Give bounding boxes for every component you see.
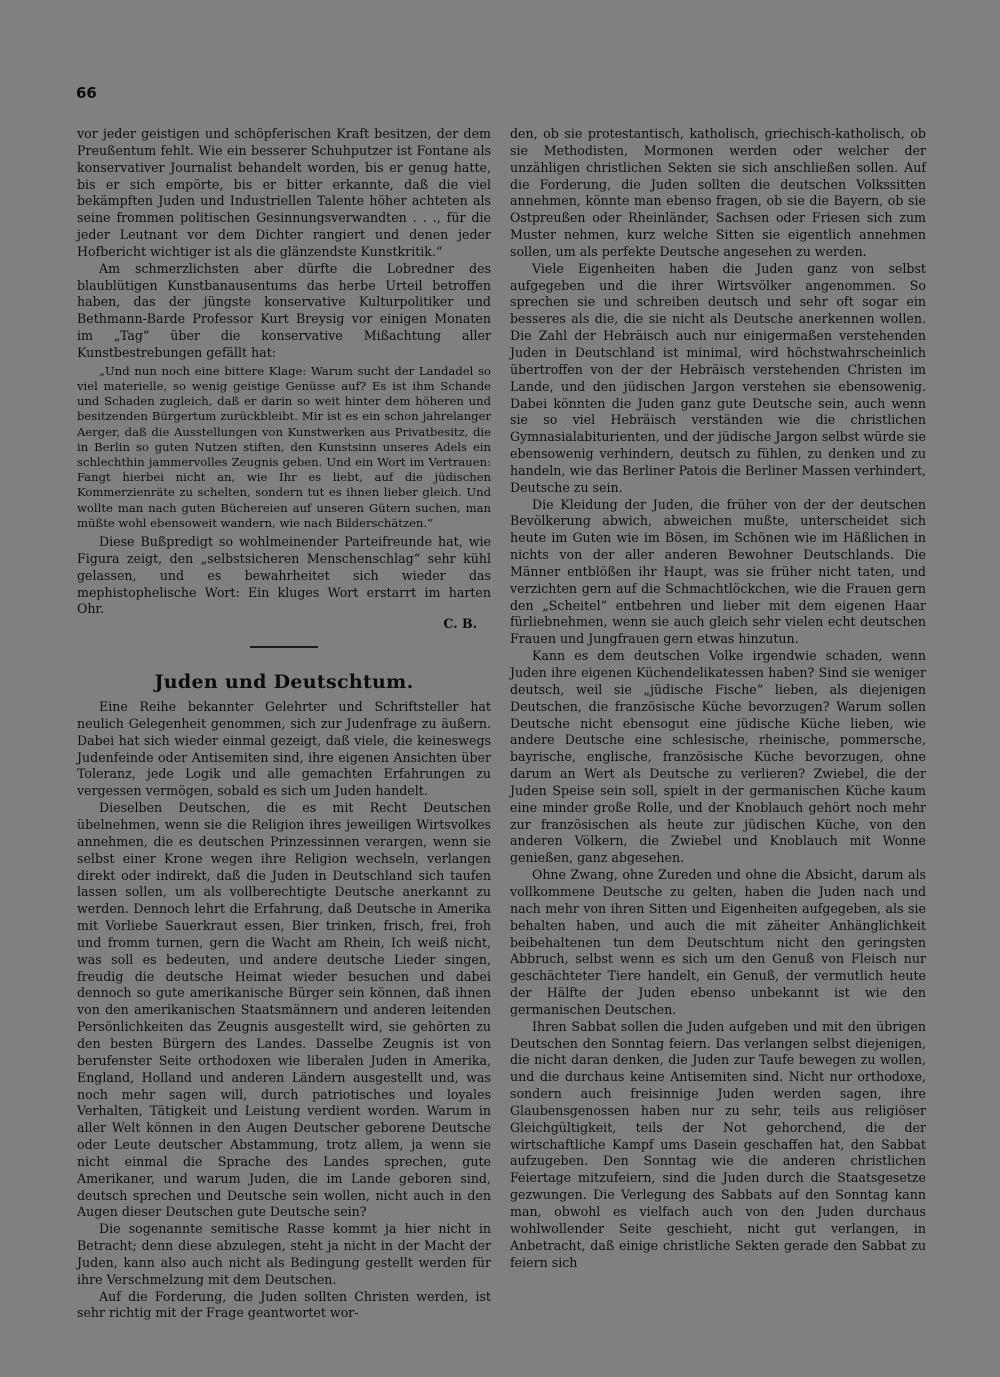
- paragraph: Am schmerzlichsten aber dürfte die Lobredner des blaublütigen Kunstbanausentums das herbe Urteil betroffen haben, das der jüngste konservative Kulturpolitiker und Bethmann-Barde Professor Kurt Breysig vor einigen Monaten im „Tag“ über die konservative Mißachtung aller Kunstbestrebungen gefällt hat:: [77, 260, 491, 360]
- paragraph: Die sogenannte semitische Rasse kommt ja hier nicht in Betracht; denn diese abzulegen, steht ja nicht in der Macht der Juden, kann also auch nicht als Bedingung gestellt werden für ihre Verschmelzung mit dem Deutschen.: [77, 1221, 491, 1287]
- paragraph: Dieselben Deutschen, die es mit Recht Deutschen übelnehmen, wenn sie die Religion ihres jeweiligen Wirtsvolkes annehmen, die es deutschen Prinzessinnen verargen, wenn sie selbst einer Krone wegen ihre Religion wechseln, verlangen direkt oder indirekt, daß die Juden in Deutschland sich taufen lassen sollen, um als vollberechtigte Deutsche anerkannt zu werden. Dennoch lehrt die Erfahrung, daß Deutsche in Amerika mit Vorliebe Sauerkraut essen, Bier trinken, frisch, frei, froh und fromm turnen, gern die Wacht am Rhein, Ich weiß nicht, was soll es bedeuten, und andere deutsche Lieder singen, freudig die deutsche Heimat wieder besuchen und dabei dennoch so gute amerikanische Bürger sein können, daß ihnen von den amerikanischen Staatsmännern und anderen leitenden Persönlichkeiten das Zeugnis ausgestellt wird, sie gehörten zu den besten Bürgern des Landes. Dasselbe Zeugnis ist von berufenster Seite orthodoxen wie liberalen Juden in Amerika, England, Holland und anderen Ländern ausgestellt und, was noch mehr sagen will, durch patriotisches und loyales Verhalten, Tätigkeit und Leistung verdient worden. Warum in aller Welt können in den Augen Deutscher geborene Deutsche oder Leute deutscher Abstammung, trotz allem, ja wenn sie nicht einmal die Sprache des Landes sprechen, gute Amerikaner, und warum Juden, die im Lande geboren sind, deutsch sprechen und Deutsche sein wollen, nicht auch in den Augen dieser Deutschen gute Deutsche sein?: [77, 800, 491, 1220]
- left-column: [77, 126, 491, 1322]
- block-quote: „Und nun noch eine bittere Klage: Warum sucht der Landadel so viel materielle, so wenig geistige Genüsse auf? Es ist ihm Schande und Schaden zugleich, daß er darin so weit hinter dem höheren und besitzenden Bürgertum zurückbleibt. Mir ist es ein schon jahrelanger Aerger, daß die Ausstellungen von Kunstwerken aus Privatbesitz, die in Berlin so guten Nutzen stiften, den Kunstsinn unseres Adels ein schlechthin jammervolles Zeugnis geben. Und ein Wort im Vertrauen: Fangt hierbei nicht an, wie Ihr es liebt, auf die jüdischen Kommerzienräte zu schelten, sondern tut es ihnen lieber gleich. Und wollte man nach guten Büchereien auf unseren Gütern suchen, man müßte wohl ebensoweit wandern, wie nach Bilderschätzen.“: [77, 363, 491, 530]
- paragraph: den, ob sie protestantisch, katholisch, griechisch-katholisch, ob sie Methodisten, Mormonen werden oder welcher der unzähligen christlichen Sekten sie sich anschließen sollen. Auf die Forderung, die Juden sollten die deutschen Volkssitten annehmen, könnte man ebenso fragen, ob sie die Bayern, ob sie Ostpreußen oder Rheinländer, Sachsen oder Friesen sich zum Muster nehmen, kurz welche Sitten sie eigentlich annehmen sollen, um als perfekte Deutsche angesehen zu werden.: [510, 126, 926, 259]
- article-title: Juden und Deutschtum.: [154, 671, 414, 694]
- paragraph: Die Kleidung der Juden, die früher von der der deutschen Bevölkerung abwich, abweichen mußte, unterscheidet sich heute im Guten wie im Bösen, im Schönen wie im Häßlichen in nichts von der aller anderen Bewohner Deutschlands. Die Männer entblößen ihr Haupt, was sie früher nicht taten, und verzichten gern auf die Schmachtlöckchen, wie die Frauen gern den „Scheitel“ entbehren und lieber mit dem eigenen Haar fürliebnehmen, wenn sie auch gleich sehr vielen echt deutschen Frauen und Jungfrauen gern etwas hinzutun.: [510, 496, 926, 647]
- paragraph: vor jeder geistigen und schöpferischen Kraft besitzen, der dem Preußentum fehlt. Wie ein besserer Schuhputzer ist Fontane als konservativer Journalist behandelt worden, bis er genug hatte, bis er sich empörte, bis er bitter erkannte, daß die viel bekämpften Juden und Industriellen Talente höher achteten als seine frommen politischen Gesinnungsverwandten . . ., für die jeder Leutnant vor dem Dichter rangiert und denen jeder Hofbericht wichtiger ist als die glänzendste Kunstkritik.“: [77, 126, 491, 259]
- paragraph: Eine Reihe bekannter Gelehrter und Schriftsteller hat neulich Gelegenheit genommen, sich zur Judenfrage zu äußern. Dabei hat sich wieder einmal gezeigt, daß viele, die keineswegs Judenfeinde oder Antisemiten sind, ihre eigenen Ansichten über Toleranz, jede Logik und alle gemachten Erfahrungen zu vergessen vermögen, sobald es sich um Juden handelt.: [77, 699, 491, 799]
- section-divider: [250, 646, 318, 648]
- page-number: 66: [76, 84, 97, 102]
- paragraph: Auf die Forderung, die Juden sollten Christen werden, ist sehr richtig mit der Frage geantwortet wor-: [77, 1288, 491, 1321]
- paragraph: Kann es dem deutschen Volke irgendwie schaden, wenn Juden ihre eigenen Küchendelikatessen haben? Sind sie weniger deutsch, weil sie „jüdische Fische“ lieben, als diejenigen Deutschen, die französische Küche bevorzugen? Warum sollen Deutsche nicht ebensogut eine jüdische Küche lieben, wie andere Deutsche eine schlesische, rheinische, pommersche, bayrische, englische, französische Küche bevorzugen, ohne darum an Wert als Deutsche zu verlieren? Zwiebel, die der Juden Speise sein soll, spielt in der germanischen Küche kaum eine minder große Rolle, und der Knoblauch gehört noch mehr zur französischen als heute zur jüdischen Küche, von den anderen Völkern, die Zwiebel und Knoblauch mit Wonne genießen, ganz abgesehen.: [510, 648, 926, 866]
- paragraph: Ohne Zwang, ohne Zureden und ohne die Absicht, darum als vollkommene Deutsche zu gelten, haben die Juden nach und nach mehr von ihren Sitten und Eigenheiten aufgegeben, als sie behalten haben, und auch die mit zäheiter Anhänglichkeit beibehaltenen tun dem Deutschtum nicht den geringsten Abbruch, selbst wenn es sich um den Genuß von Fleisch nur geschächteter Tiere handelt, ein Genuß, der vermutlich heute der Hälfte der Juden ebenso unbekannt ist wie den germanischen Deutschen.: [510, 867, 926, 1017]
- right-column: [510, 126, 926, 1271]
- author-signature: C. B.: [443, 616, 477, 632]
- paragraph: Viele Eigenheiten haben die Juden ganz von selbst aufgegeben und die ihrer Wirtsvölker angenommen. So sprechen sie und schreiben deutsch und sehr oft sogar ein besseres als die, die sie nicht als Deutsche anerkennen wollen. Die Zahl der Hebräisch auch nur einigermaßen verstehenden Juden in Deutschland ist minimal, wird höchstwahrscheinlich übertroffen von der der Hebräisch verstehenden Christen im Lande, und den jüdischen Jargon verstehen sie ebensowenig. Dabei könnten die Juden ganz gute Deutsche sein, auch wenn sie so viel Hebräisch verständen wie die christlichen Gymnasialabiturienten, und der jüdische Jargon selbst würde sie ebensowenig verhindern, deutsch zu fühlen, zu denken und zu handeln, wie das Berliner Patois die Berliner Massen verhindert, Deutsche zu sein.: [510, 260, 926, 495]
- paragraph: Diese Bußpredigt so wohlmeinender Parteifreunde hat, wie Figura zeigt, den „selbstsicheren Menschenschlag“ sehr kühl gelassen, und es bewahrheitet sich wieder das mephistophelische Wort: Ein kluges Wort erstarrt im harten Ohr.: [77, 534, 491, 617]
- paragraph: Ihren Sabbat sollen die Juden aufgeben und mit den übrigen Deutschen den Sonntag feiern. Das verlangen selbst diejenigen, die nicht daran denken, die Juden zur Taufe bewegen zu wollen, und die durchaus keine Antisemiten sind. Nicht nur orthodoxe, sondern auch freisinnige Juden werden sagen, ihre Glaubensgenossen haben nur zu sehr, teils aus religiöser Gleichgültigkeit, teils der Not gehorchend, die der wirtschaftliche Kampf ums Dasein geschaffen hat, den Sabbat aufzugeben. Den Sonntag wie die anderen christlichen Feiertage mitzufeiern, sind die Juden durch die Staatsgesetze gezwungen. Die Verlegung des Sabbats auf den Sonntag kann man, obwohl es vielfach auch von den Juden durchaus wohlwollender Seite geschieht, nicht gut verlangen, in Anbetracht, daß einige christliche Sekten gerade den Sabbat zu feiern sich: [510, 1018, 926, 1270]
